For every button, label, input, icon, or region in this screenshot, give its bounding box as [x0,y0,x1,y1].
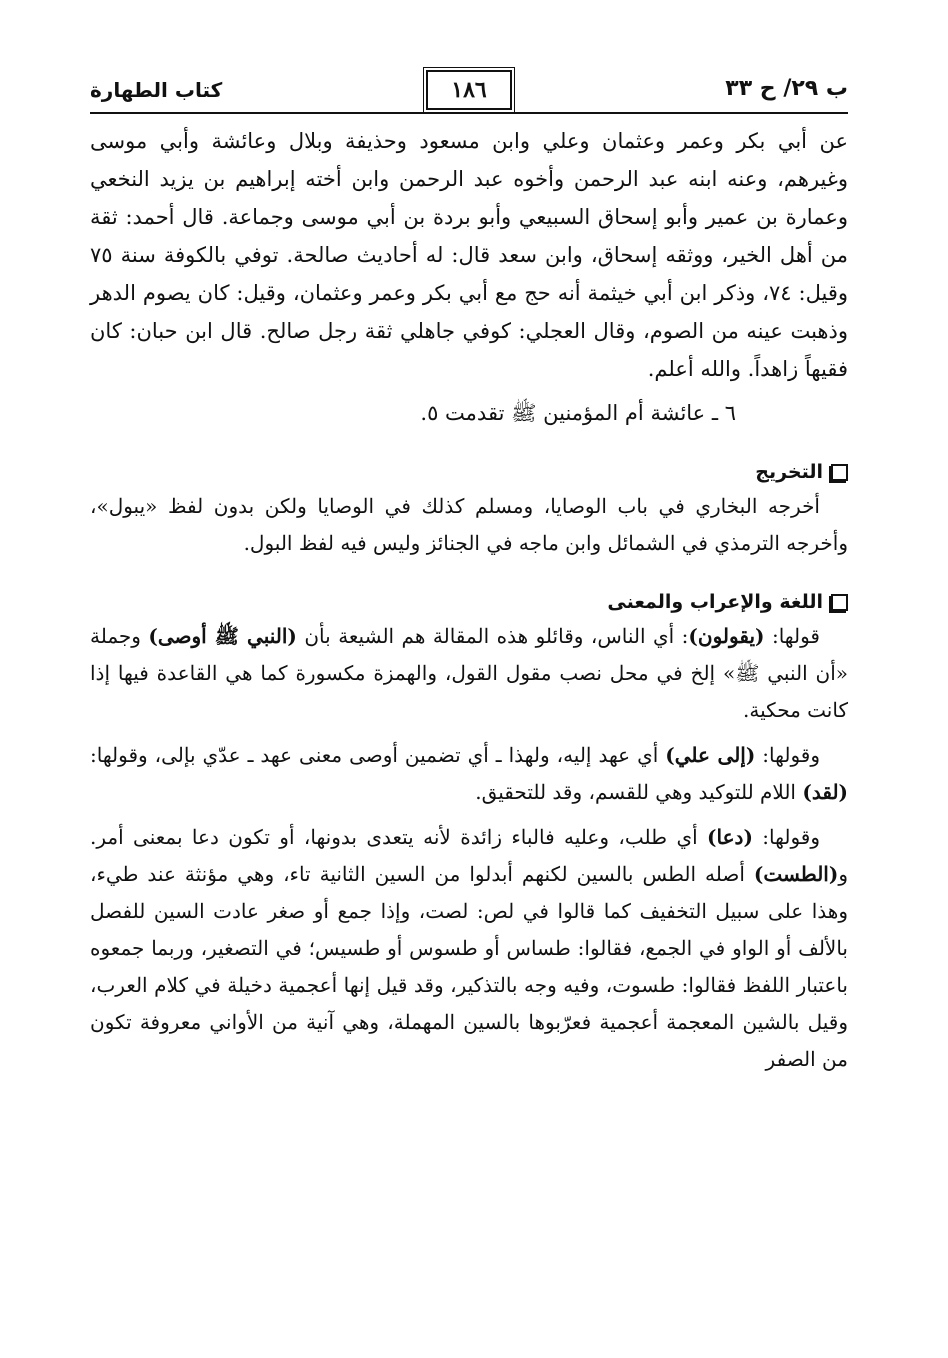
biography-paragraph: عن أبي بكر وعمر وعثمان وعلي وابن مسعود وحذيفة وبلال وعائشة وأبي موسى وغيرهم، وعنه ابنه عبد الرحمن وأخوه عبد الرحمن وابن أخته إبراهيم بن يزيد النخعي وعمارة بن عمير وأبو إسحاق السبيعي وأبو بردة بن أبي موسى وجماعة. قال أحمد: ثقة من أهل الخير، ووثقه إسحاق، وابن سعد قال: له أحاديث صالحة. توفي بالكوفة سنة ٧٥ وقيل: ٧٤، وذكر ابن أبي خيثمة أنه حج مع أبي بكر وعمر وعثمان، وقيل: كان يصوم الدهر وذهبت عينه من الصوم، وقال العجلي: كوفي جاهلي ثقة رجل صالح. قال ابن حبان: كان فقيهاً زاهداً. والله أعلم. [90,129,849,381]
text-run: وقولها: [752,825,820,849]
page [90,66,848,1078]
takhrij-heading [90,456,848,488]
page-header [90,66,848,114]
text-run: أصله الطس بالسين لكنهم أبدلوا من السين الثانية تاء، وهي مؤنثة عند طيء، وهذا على سبيل التخفيف كما قالوا في لص: لصت، وإذا جمع أو صغر عادت السين للفصل بالألف أو الواو في الجمع، فقالوا: طساس أو طسوس أو طسيس؛ في التصغير، وربما جمعوه باعتبار اللفظ فقالوا: طسوت، وفيه وجه بالتذكير، وقد قيل إنها أعجمية دخيلة في كلام العرب، وقيل بالشين المعجمة أعجمية فعرّبوها بالسين المهملة، وهي آنية من الأواني معروفة تكون من الصفر [90,862,848,1071]
text-run: قولها: [764,624,820,648]
text-run: وقولها: [755,743,820,767]
page-content [90,122,848,1078]
lugha-paragraph-3 [90,819,848,1078]
text-run: : أي الناس، وقائلو هذه المقالة هم الشيعة بأن [296,624,689,648]
text-run: اللام للتوكيد وهي للقسم، وقد للتحقيق. [475,780,803,804]
lugha-paragraph-1 [90,618,848,729]
bold-term: (دعا) [707,825,753,849]
lugha-paragraph-2 [90,737,848,811]
bold-term: (لقد) [802,780,848,804]
bold-term: (النبي ﷺ أوصى) [148,624,297,648]
square-bullet-icon [831,594,848,611]
takhrij-paragraph: أخرجه البخاري في باب الوصايا، ومسلم كذلك في الوصايا ولكن بدون لفظ «يبول»، وأخرجه الترمذي في الشمائل وابن ماجه في الجنائز وليس فيه لفظ البول. [90,494,848,555]
page-number: ١٨٦ [426,70,512,110]
text-run: أي عهد إليه، ولهذا ـ أي تضمين أوصى معنى عهد ـ عدّي بإلى، وقولها: [90,743,666,767]
book-title: كتاب الطهارة [90,78,223,102]
note-6: ٦ ـ عائشة أم المؤمنين ﷺ تقدمت ٥. [420,401,736,425]
square-bullet-icon [831,464,848,481]
bold-term: (يقولون) [688,624,765,648]
text-run: أي طلب، وعليه فالباء زائدة لأنه يتعدى بدونها، أو تكون دعا بمعنى أمر. و [90,825,848,886]
bold-term: (الطست) [753,862,839,886]
takhrij-title: التخريج [755,461,823,483]
lugha-title: اللغة والإعراب والمعنى [607,591,823,613]
volume-reference: ب ٢٩/ ح ٣٣ [725,76,848,101]
bold-term: (إلى علي) [665,743,756,767]
lugha-heading [90,586,848,618]
text-run: وجملة «أن النبي ﷺ» إلخ في محل نصب مقول القول، والهمزة مكسورة كما هي القاعدة فيها إذا كانت محكية. [90,624,848,722]
